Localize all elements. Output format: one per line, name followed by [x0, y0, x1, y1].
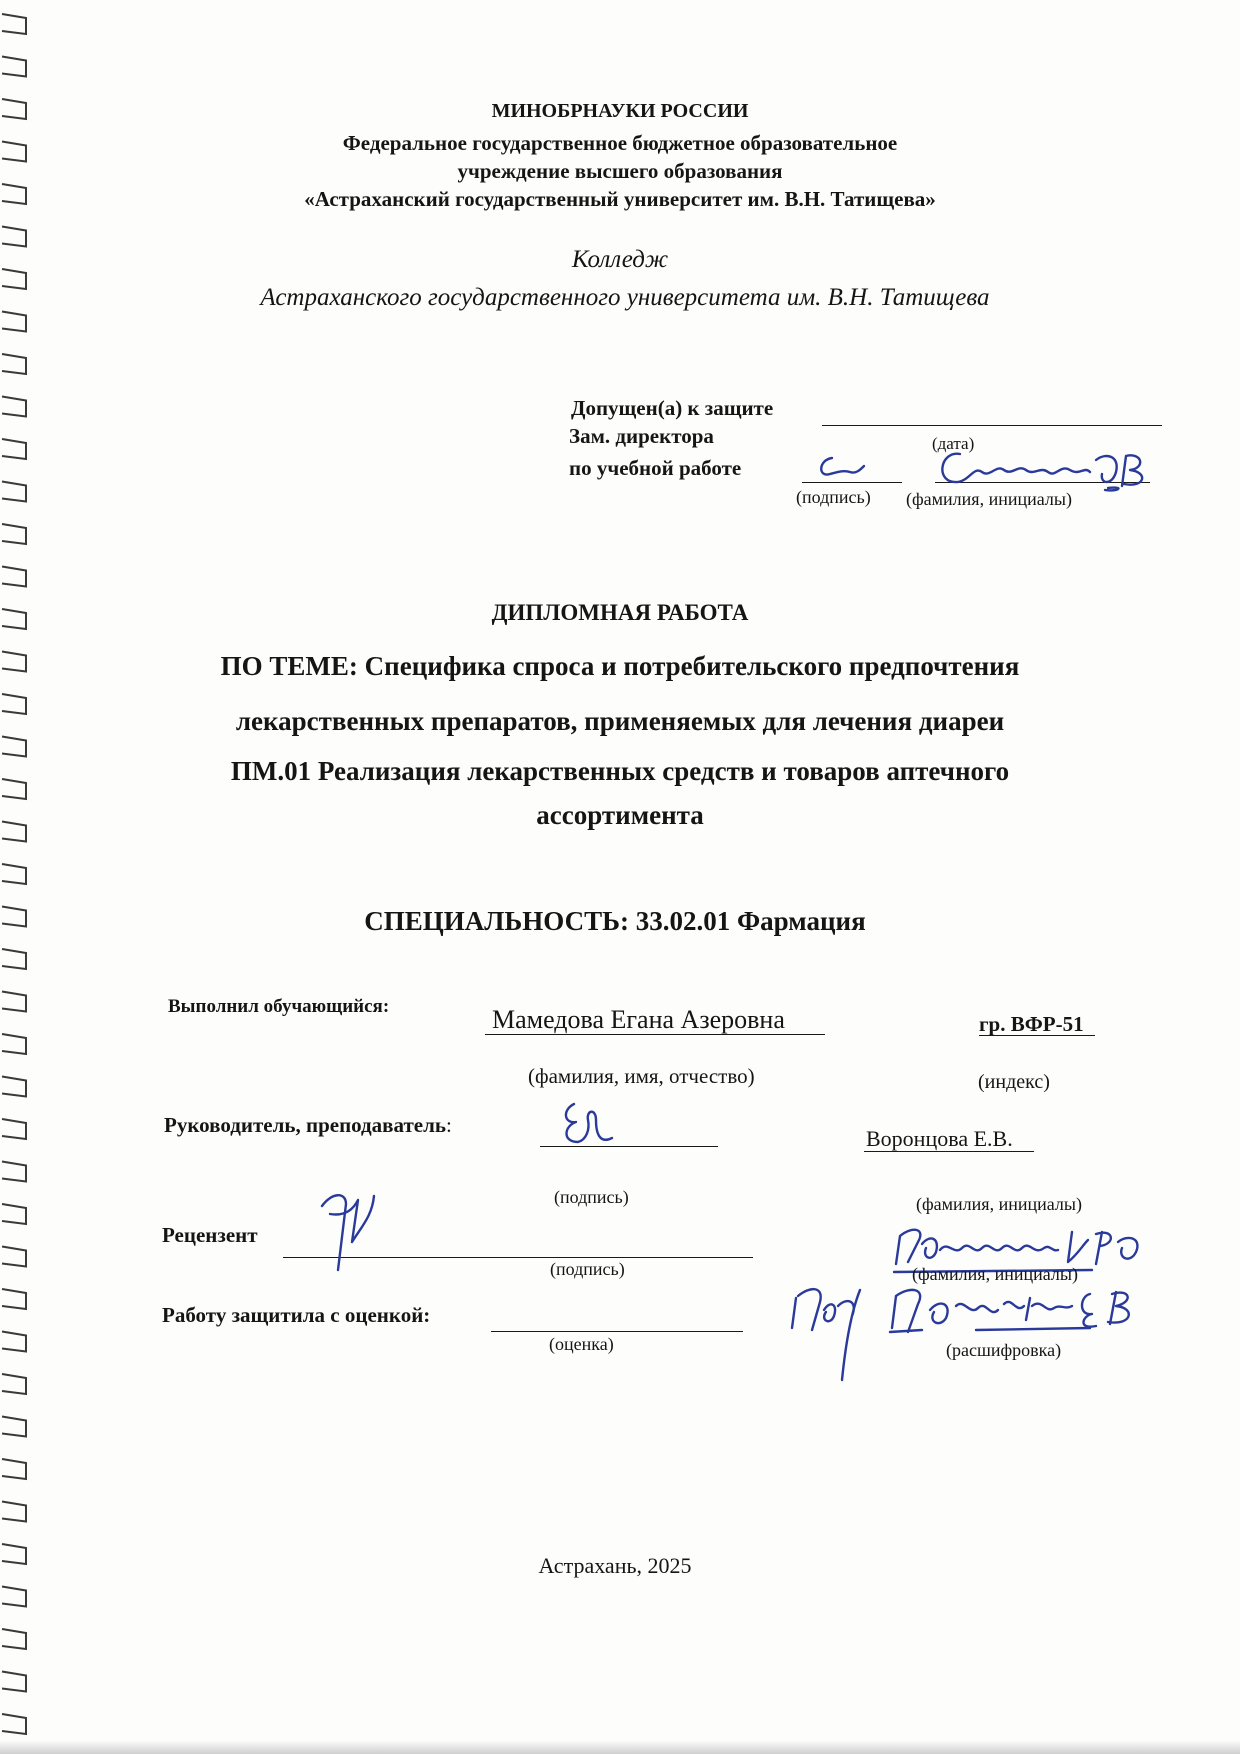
- author-name-line: [485, 1034, 825, 1035]
- binding-hole: [2, 354, 26, 374]
- binding-hole: [2, 1034, 26, 1054]
- binding-hole: [2, 949, 26, 969]
- date-line: [822, 425, 1162, 426]
- college-line-1: Колледж: [571, 246, 669, 273]
- binding-hole: [2, 1672, 26, 1692]
- admission-role-2: по учебной работе: [569, 456, 742, 480]
- binding-hole: [2, 1204, 26, 1224]
- binding-hole: [2, 57, 26, 77]
- defense-signature-ink: [790, 1280, 1170, 1390]
- binding-hole: [2, 864, 26, 884]
- date-caption: (дата): [932, 434, 975, 453]
- reviewer-label: Рецензент: [162, 1223, 258, 1247]
- topic-line-1: ПО ТЕМЕ: Специфика спроса и потребительского предпочтения: [220, 651, 1020, 681]
- admission-signature-ink: [810, 448, 870, 488]
- author-group: гр. ВФР-51: [979, 1012, 1084, 1036]
- supervisor-signature-caption: (подпись): [554, 1187, 629, 1207]
- work-heading: ДИПЛОМНАЯ РАБОТА: [491, 600, 749, 625]
- binding-hole: [2, 992, 26, 1012]
- supervisor-name-line: [864, 1151, 1034, 1152]
- grade-caption: (оценка): [549, 1334, 614, 1354]
- binding-hole: [2, 1247, 26, 1267]
- binding-hole: [2, 567, 26, 587]
- scan-bottom-edge: [0, 1740, 1240, 1754]
- binding-hole: [2, 1587, 26, 1607]
- admission-label: Допущен(а) к защите: [571, 396, 774, 420]
- binding-hole: [2, 312, 26, 332]
- defense-label: Работу защитила с оценкой:: [162, 1303, 431, 1327]
- org-line-3: «Астраханский государственный университет им. В.Н. Татищева»: [304, 187, 936, 211]
- binding-hole: [2, 1502, 26, 1522]
- author-name-caption: (фамилия, имя, отчество): [528, 1064, 755, 1088]
- author-name: Мамедова Егана Азеровна: [492, 1005, 785, 1034]
- admission-signature-caption: (подпись): [796, 487, 871, 507]
- author-group-caption: (индекс): [978, 1071, 1050, 1093]
- ministry-name: МИНОБРНАУКИ РОССИИ: [491, 100, 749, 122]
- supervisor-name-caption: (фамилия, инициалы): [916, 1194, 1082, 1214]
- binding-hole: [2, 1289, 26, 1309]
- supervisor-label: Руководитель, преподаватель: [164, 1113, 447, 1137]
- binding-hole: [2, 14, 26, 34]
- binding-hole: [2, 1119, 26, 1139]
- module-line-1: ПМ.01 Реализация лекарственных средств и товаров аптечного: [230, 756, 1010, 786]
- binding-hole: [2, 397, 26, 417]
- author-label: Выполнил обучающийся:: [168, 996, 390, 1017]
- topic-line-2: лекарственных препаратов, применяемых для лечения диареи: [235, 706, 1005, 736]
- binding-hole: [2, 1077, 26, 1097]
- reviewer-signature-ink: [312, 1186, 392, 1276]
- org-line-1: Федеральное государственное бюджетное образовательное: [342, 131, 898, 155]
- specialty: СПЕЦИАЛЬНОСТЬ: 33.02.01 Фармация: [364, 906, 866, 936]
- binding-hole: [2, 227, 26, 247]
- supervisor-name: Воронцова Е.В.: [866, 1126, 1013, 1151]
- reviewer-name-caption: (фамилия, инициалы): [912, 1264, 1078, 1284]
- binding-hole: [2, 482, 26, 502]
- admission-name-caption: (фамилия, инициалы): [906, 489, 1072, 509]
- binding-hole: [2, 1417, 26, 1437]
- decode-caption: (расшифровка): [946, 1340, 1062, 1360]
- binding-hole: [2, 737, 26, 757]
- binding-hole: [2, 1459, 26, 1479]
- supervisor-signature-ink: [556, 1100, 626, 1160]
- binding-hole: [2, 1162, 26, 1182]
- org-line-2: учреждение высшего образования: [457, 159, 783, 183]
- module-line-2: ассортимента: [536, 800, 704, 830]
- supervisor-label-row: [164, 1113, 452, 1138]
- admission-name-ink: [930, 446, 1160, 496]
- college-line-2: Астраханского государственного университета им. В.Н. Татищева: [260, 284, 990, 311]
- supervisor-colon: :: [446, 1113, 452, 1137]
- admission-role-1: Зам. директора: [569, 424, 714, 448]
- binding-hole: [2, 439, 26, 459]
- city-year: Астрахань, 2025: [538, 1553, 692, 1578]
- binding-hole: [2, 1629, 26, 1649]
- author-group-line: [979, 1035, 1095, 1036]
- grade-line: [491, 1331, 743, 1332]
- binding-hole: [2, 1332, 26, 1352]
- reviewer-signature-caption: (подпись): [550, 1259, 625, 1279]
- binding-hole: [2, 1714, 26, 1734]
- binding-hole: [2, 524, 26, 544]
- binding-hole: [2, 1374, 26, 1394]
